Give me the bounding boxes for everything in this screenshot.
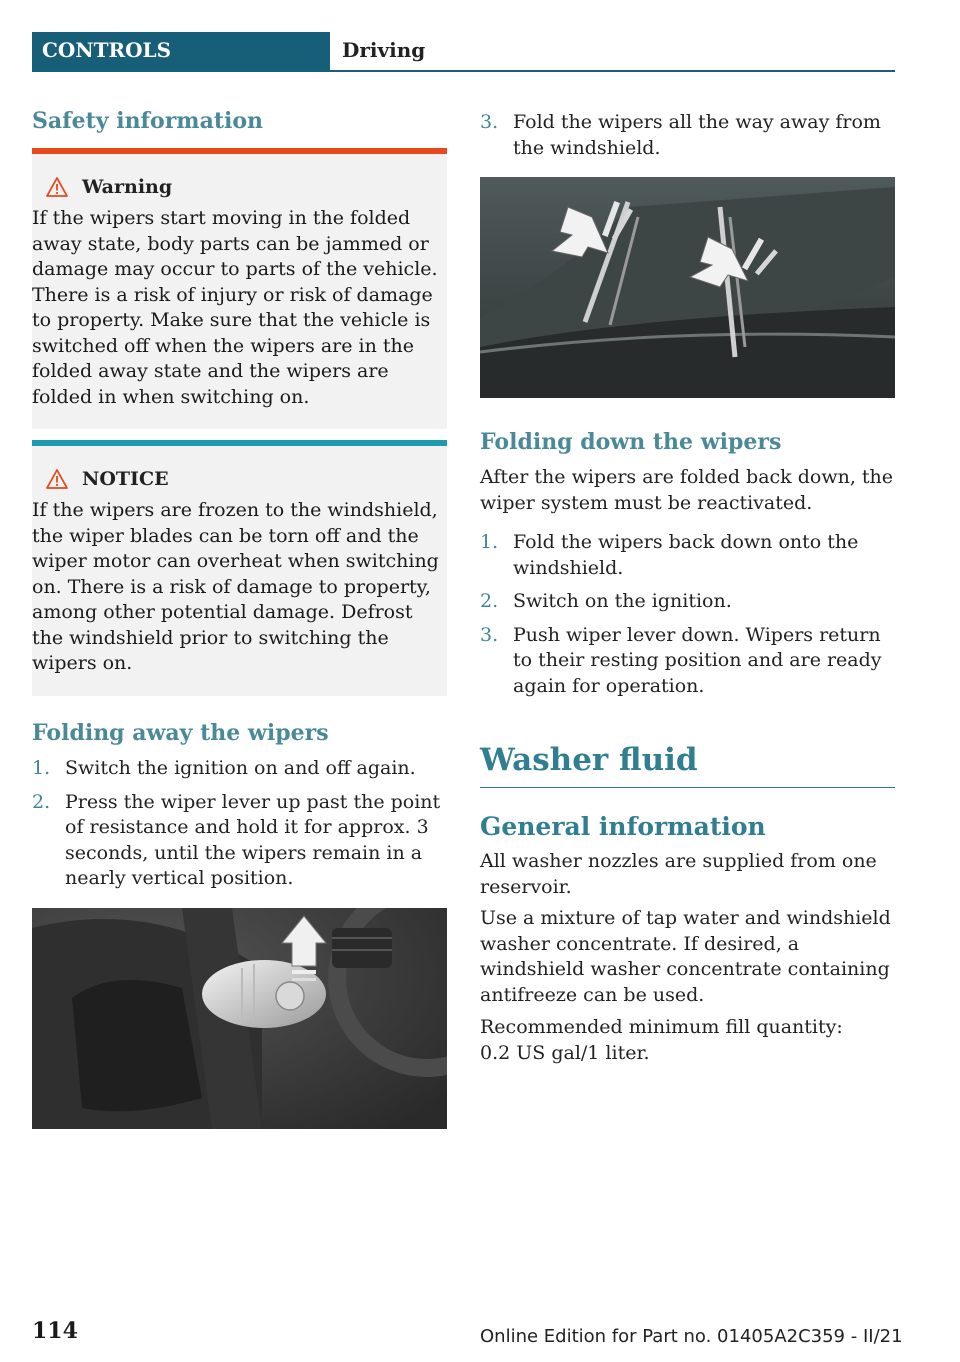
notice-text: If the wipers are frozen to the windshield, the wiper blades can be torn off and the wiper motor can overheat when switching on. There is a risk of damage to property, among other potential damage. Defrost the windshield prior to switching the wipers on. [32, 499, 439, 674]
list-item: 1. Fold the wipers back down onto the windshield. [480, 531, 859, 579]
notice-icon [46, 469, 68, 489]
notice-box [32, 440, 447, 696]
general-paragraph-1: All washer nozzles are supplied from one reservoir. [480, 850, 877, 898]
list-item: 2. Press the wiper lever up past the point of resistance and hold it for approx. 3 seconds, until the wipers remain in a nearly vertical position. [32, 790, 441, 889]
edition-footer: Online Edition for Part no. 01405A2C359 - II/21 [480, 1326, 903, 1347]
general-paragraph-2: Use a mixture of tap water and windshield washer concentrate. If desired, a windshield washer concentrate containing antifreeze can be used. [480, 907, 891, 1006]
section-rule [480, 787, 895, 788]
page-header [32, 32, 895, 72]
fill-quantity-value: 0.2 US gal/1 liter. [480, 1041, 650, 1064]
safety-information-heading: Safety information [32, 108, 264, 134]
warning-label: Warning [82, 176, 173, 198]
fill-quantity-label: Recommended minimum fill quantity: [480, 1016, 843, 1038]
wiper-lever-image [32, 908, 447, 1129]
warning-icon [46, 177, 68, 197]
folding-down-intro: After the wipers are folded back down, the wiper system must be reactivated. [480, 466, 894, 514]
list-item: 3. Push wiper lever down. Wipers return to their resting position and are ready again for operation. [480, 623, 882, 697]
page-number: 114 [32, 1318, 78, 1344]
warning-bar [32, 148, 447, 154]
folding-away-steps [32, 756, 447, 900]
list-item: 1. Switch the ignition on and off again. [32, 757, 416, 779]
notice-label: NOTICE [82, 468, 169, 490]
wiper-lever-illustration [32, 908, 447, 1129]
washer-fluid-heading: Washer fluid [480, 742, 698, 778]
list-item: 3. Fold the wipers all the way away from the windshield. [480, 111, 881, 159]
list-item: 2. Switch on the ignition. [480, 590, 732, 612]
windshield-wipers-image [480, 177, 895, 398]
warning-box [32, 148, 447, 429]
folding-down-steps [480, 530, 895, 707]
chapter-title: Driving [342, 38, 426, 62]
general-paragraph-3 [480, 1015, 895, 1066]
section-label: CONTROLS [32, 32, 330, 70]
folding-away-heading: Folding away the wipers [32, 720, 329, 746]
general-information-heading: General information [480, 812, 766, 841]
notice-bar [32, 440, 447, 446]
warning-text: If the wipers start moving in the folded away state, body parts can be jammed or damage may occur to parts of the vehicle. There is a risk of injury or risk of damage to property. Make sure that the vehicle is switched off when the wipers are in the folded away state and the wipers are folded in when switching on. [32, 207, 438, 408]
folding-away-step-3 [480, 110, 895, 169]
folding-down-heading: Folding down the wipers [480, 429, 782, 455]
windshield-wipers-illustration [480, 177, 895, 398]
